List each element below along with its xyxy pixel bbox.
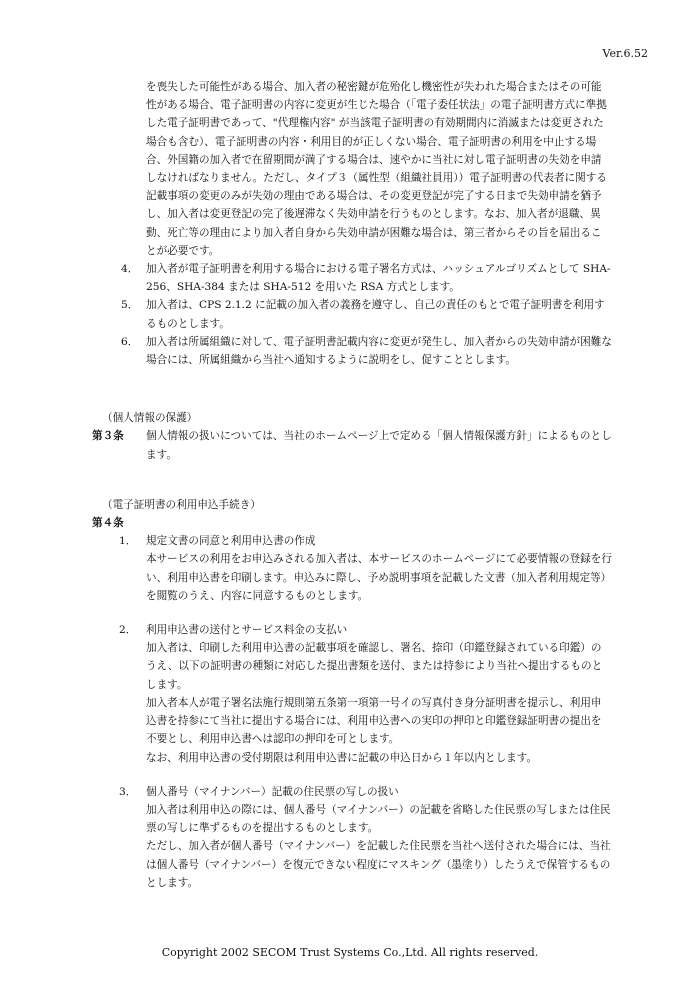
sub-heading-text: 規定文書の同意と利用申込書の作成	[146, 535, 316, 548]
article3-text: 個人情報の扱いについては、当社のホームページ上で定める「個人情報保護方針」によるものとします。	[146, 430, 612, 461]
list-item-number: 6．	[121, 335, 139, 348]
article4-sub3-paragraph-2: ただし、加入者が個人番号（マイナンバー）を記載した住民票を当社へ送付された場合には、当社は個人番号（マイナンバー）を復元できない程度にマスキング（墨塗り）したうえで保管するものとします。	[146, 840, 611, 889]
article4-sub1-heading	[92, 532, 612, 550]
sub-heading-text: 利用申込書の送付とサービス料金の支払い	[146, 624, 348, 637]
article4-sub1-paragraph: 本サービスの利用をお申込みされる加入者は、本サービスのホームページにて必要情報の登録を行い、利用申込書を印刷します。申込みに際し、予め説明事項を記載した文書（加入者利用規定等）を閲覧のうえ、内容に同意するものとします。	[146, 553, 612, 602]
article4-sub2-paragraph-3: なお、利用申込書の受付期限は利用申込書に記載の申込日から１年以内とします。	[146, 751, 538, 764]
list-item-number: 4．	[121, 263, 139, 276]
list-item-number: 5．	[121, 299, 139, 312]
sub-number: 3．	[119, 785, 137, 798]
article4-sub2-paragraph-1: 加入者は、印刷した利用申込書の記載事項を確認し、署名、捺印（印鑑登録されている印鑑）のうえ、以下の証明書の種類に対応した提出書類を送付、または持参により当社へ提出するものとします。	[146, 642, 603, 691]
copyright-footer: Copyright 2002 SECOM Trust Systems Co.,Ltd. All rights reserved.	[161, 946, 539, 959]
version-label: Ver.6.52	[602, 47, 648, 60]
continuation-paragraph: を喪失した可能性がある場合、加入者の秘密鍵が危殆化し機密性が失われた場合またはその可能性がある場合、電子証明書の内容に変更が生じた場合（「電子委任状法」の電子証明書方式に準拠した電子証明書であって、"代理権内容" が当該電子証明書の有効期間内に消滅または変更された場合も含む）、電子証明書の内容・利用目的が正しくない場合、電子証明書の利用を中止する場合、外国籍の加入者で在留期間が満了する場合は、速やかに当社に対し電子証明書の失効を申請しなければなりません。ただし、タイプ３（属性型（組織社員用））電子証明書の代表者に関する記載事項の変更のみが失効の理由である場合は、その変更登記が完了する日まで失効申請を猶予し、加入者は変更登記の完了後遅滞なく失効申請を行うものとします。なお、加入者が退職、異動、死亡等の理由により加入者自身から失効申請が困難な場合は、第三者からその旨を届出ることが必要です。	[146, 81, 607, 257]
article3-label: 第３条	[92, 430, 124, 443]
article4-sub3-heading	[92, 783, 612, 801]
document-body	[92, 78, 612, 892]
list-item-text: 加入者は所属組織に対して、電子証明書記載内容に変更が発生し、加入者からの失効申請が困難な場合には、所属組織から当社へ通知するように説明をし、促すこととします。	[146, 335, 612, 367]
sub-number: 1．	[119, 535, 137, 548]
sub-heading-text: 個人番号（マイナンバー）記載の住民票の写しの扱い	[146, 785, 399, 798]
list-item-text: 加入者が電子証明書を利用する場合における電子署名方式は、ハッシュアルゴリズムとして SHA-256、SHA-384 または SHA-512 を用いた RSA 方式とします。	[146, 263, 611, 294]
list-item-4	[92, 260, 612, 296]
article4-sub3-paragraph-1: 加入者は利用申込の際には、個人番号（マイナンバー）の記載を省略した住民票の写しまたは住民票の写しに準ずるものを提出するものとします。	[146, 803, 611, 835]
article3-title: （個人情報の保護）	[102, 412, 198, 425]
list-item-5	[92, 296, 612, 332]
article4-label: 第４条	[92, 517, 124, 530]
article4-title: （電子証明書の利用申込手続き）	[102, 498, 261, 511]
sub-number: 2．	[119, 624, 137, 637]
article4-sub2-heading	[92, 621, 612, 639]
list-item-6	[92, 333, 612, 369]
article3-body	[92, 427, 612, 463]
article4-sub2-paragraph-2: 加入者本人が電子署名法施行規則第五条第一項第一号イの写真付き身分証明書を提示し、利用申込書を持参にて当社に提出する場合には、利用申込書への実印の押印と印鑑登録証明書の提出を不要とし、利用申込書へは認印の押印を可とします。	[146, 696, 602, 746]
list-item-text: 加入者は、CPS 2.1.2 に記載の加入者の義務を遵守し、自己の責任のもとで電子証明書を利用するものとします。	[146, 299, 605, 330]
